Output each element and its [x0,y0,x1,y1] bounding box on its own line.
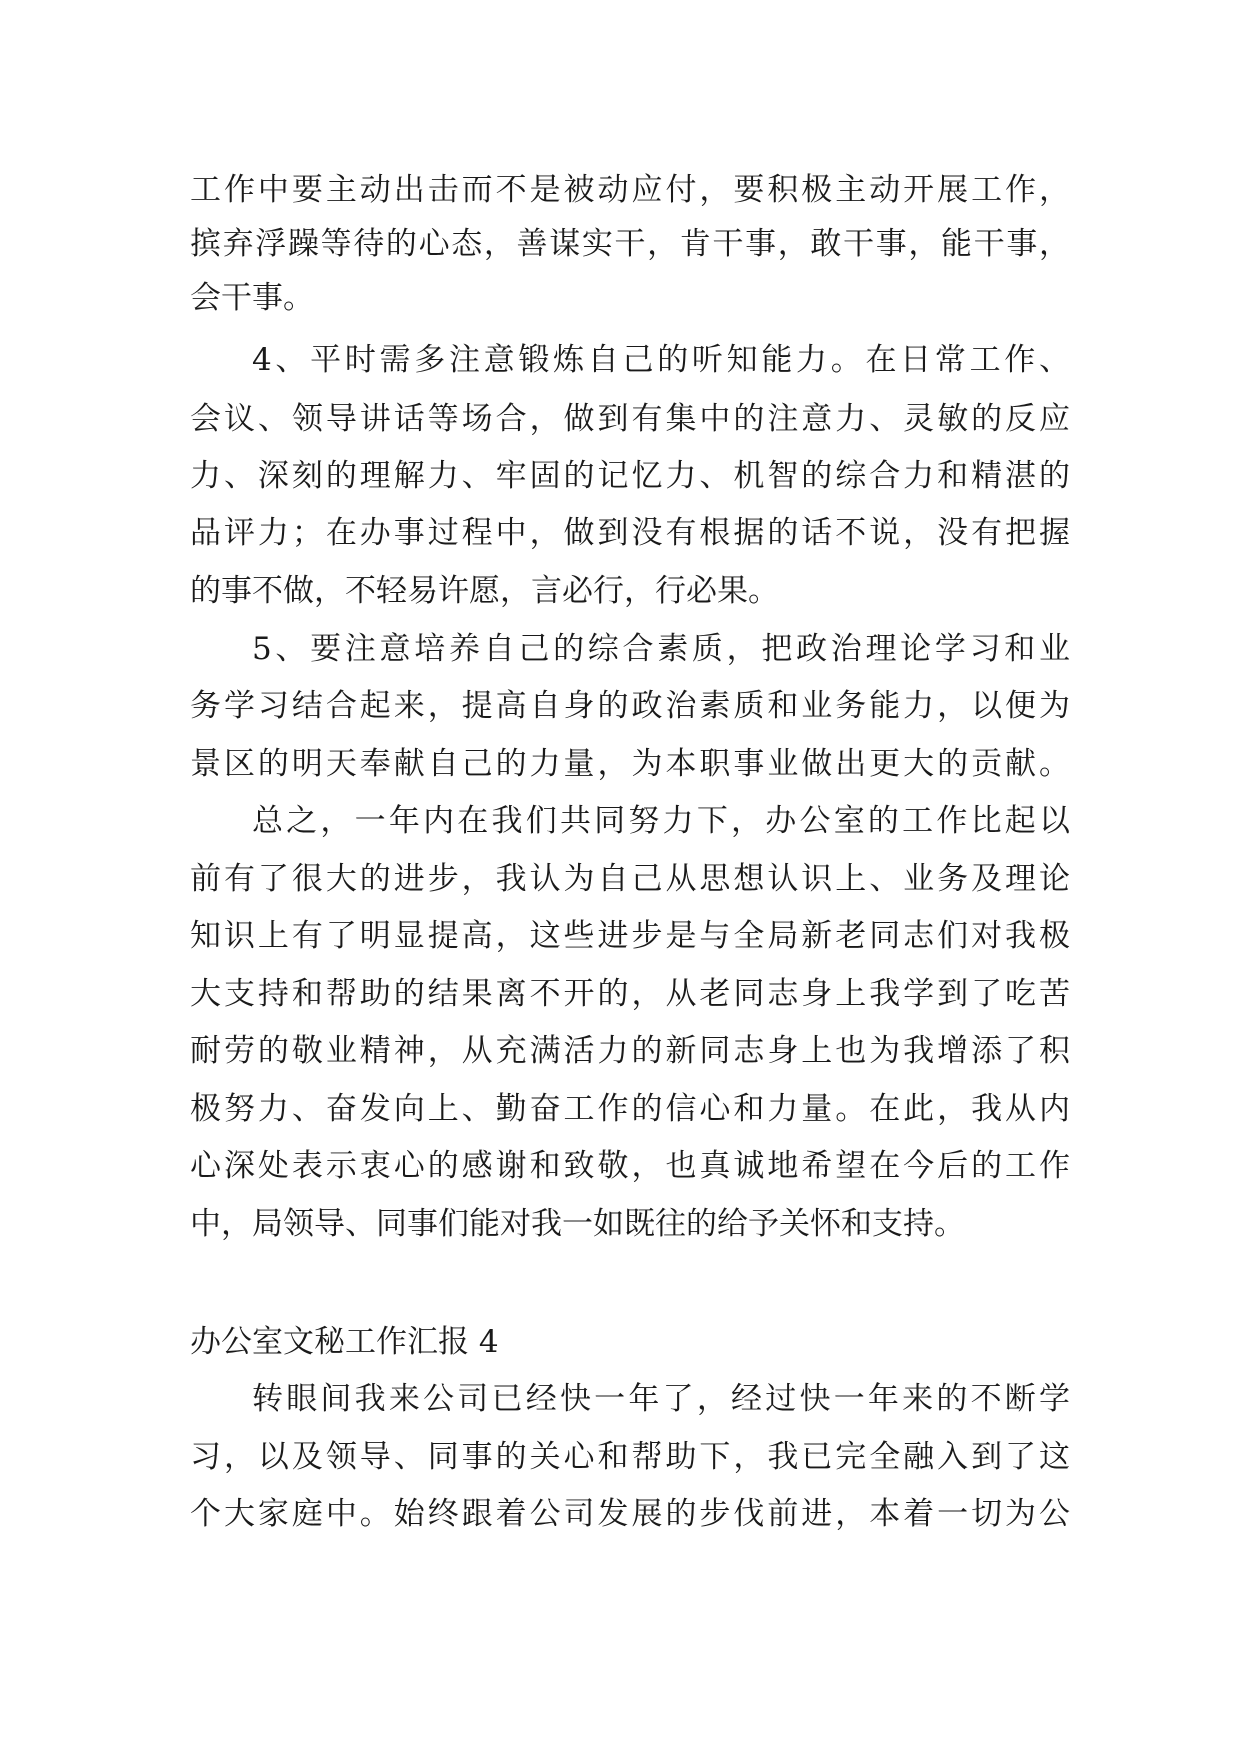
text-line: 力、深刻的理解力、牢固的记忆力、机智的综合力和精湛的 [190,458,1070,494]
text-line: 的事不做，不轻易许愿，言必行，行必果。 [190,573,779,609]
text-line: 务学习结合起来，提高自身的政治素质和业务能力，以便为 [190,688,1070,724]
text-line: 会干事。 [190,280,314,316]
text-line: 转眼间我来公司已经快一年了，经过快一年来的不断学 [252,1381,1070,1417]
text-line: 心深处表示衷心的感谢和致敬，也真诚地希望在今后的工作 [190,1148,1070,1184]
text-line: 5、要注意培养自己的综合素质，把政治理论学习和业 [252,631,1070,667]
text-line: 品评力；在办事过程中，做到没有根据的话不说，没有把握 [190,515,1070,551]
text-line: 知识上有了明显提高，这些进步是与全局新老同志们对我极 [190,918,1070,954]
text-line: 极努力、奋发向上、勤奋工作的信心和力量。在此，我从内 [190,1091,1070,1127]
text-line: 大支持和帮助的结果离不开的，从老同志身上我学到了吃苦 [190,976,1070,1012]
text-line: 总之，一年内在我们共同努力下，办公室的工作比起以 [252,803,1070,839]
section-heading: 办公室文秘工作汇报 4 [190,1324,499,1360]
text-line: 景区的明天奉献自己的力量，为本职事业做出更大的贡献。 [190,746,1070,782]
text-line: 摈弃浮躁等待的心态，善谋实干，肯干事，敢干事，能干事， [190,226,1070,262]
text-line: 耐劳的敬业精神，从充满活力的新同志身上也为我增添了积 [190,1033,1070,1069]
text-line: 4、平时需多注意锻炼自己的听知能力。在日常工作、 [252,342,1070,378]
text-line: 习，以及领导、同事的关心和帮助下，我已完全融入到了这 [190,1439,1070,1475]
text-line: 中，局领导、同事们能对我一如既往的给予关怀和支持。 [190,1206,965,1242]
text-line: 个大家庭中。始终跟着公司发展的步伐前进，本着一切为公 [190,1496,1070,1532]
text-line: 前有了很大的进步，我认为自己从思想认识上、业务及理论 [190,861,1070,897]
text-line: 工作中要主动出击而不是被动应付，要积极主动开展工作， [190,172,1070,208]
text-line: 会议、领导讲话等场合，做到有集中的注意力、灵敏的反应 [190,401,1070,437]
